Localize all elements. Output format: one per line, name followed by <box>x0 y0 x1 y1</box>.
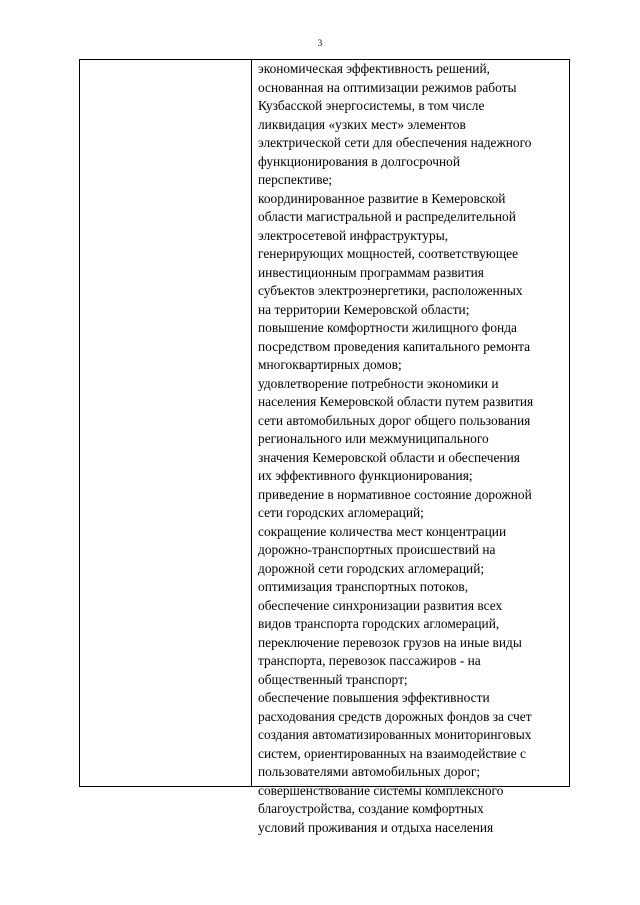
text-line: инвестиционным программам развития <box>258 264 484 280</box>
text-line: обеспечение повышения эффективности <box>258 690 490 705</box>
text-line: многоквартирных домов; <box>258 357 402 372</box>
text-line: сети автомобильных дорог общего пользования <box>258 412 531 428</box>
text-line: приведение в нормативное состояние дорожной <box>258 486 532 502</box>
text-line: основанная на оптимизации режимов работы <box>258 79 517 95</box>
text-line: видов транспорта городских агломераций, <box>258 616 500 631</box>
text-line: населения Кемеровской области путем развития <box>258 394 534 409</box>
text-line: посредством проведения капитального ремонта <box>258 338 531 354</box>
text-line: функционирования в долгосрочной <box>258 153 461 169</box>
table-left-cell <box>80 60 252 786</box>
text-line: условий проживания и отдыха населения <box>258 819 494 835</box>
text-line: экономическая эффективность решений, <box>258 61 490 76</box>
text-line: обеспечение синхронизации развития всех <box>258 597 503 613</box>
text-line: удовлетворение потребности экономики и <box>258 375 499 391</box>
text-line: создания автоматизированных мониторинговых <box>258 727 532 742</box>
text-line: значения Кемеровской области и обеспечения <box>258 449 520 465</box>
text-line: генерирующих мощностей, соответствующее <box>258 246 519 261</box>
text-line: транспорта, перевозок пассажиров - на <box>258 653 481 668</box>
text-line: Кузбасской энергосистемы, в том числе <box>258 98 485 113</box>
text-line: области магистральной и распределительной <box>258 209 516 224</box>
text-line: благоустройства, создание комфортных <box>258 801 484 816</box>
text-line: повышение комфортности жилищного фонда <box>258 320 517 335</box>
text-line: их эффективного функционирования; <box>258 468 473 483</box>
text-line: ликвидация «узких мест» элементов <box>258 116 466 132</box>
text-line: дорожной сети городских агломераций; <box>258 560 485 576</box>
content-table <box>79 59 570 835</box>
table-right-cell <box>252 60 569 835</box>
text-line: координированное развитие в Кемеровской <box>258 190 506 206</box>
text-line: переключение перевозок грузов на иные виды <box>258 634 522 650</box>
text-line: систем, ориентированных на взаимодействие с <box>258 745 526 761</box>
text-line: сети городских агломераций; <box>258 505 424 520</box>
text-line: пользователями автомобильных дорог; <box>258 764 481 779</box>
text-line: совершенствование системы комплексного <box>258 782 504 798</box>
text-line: на территории Кемеровской области; <box>258 301 470 317</box>
text-line: электрической сети для обеспечения надежного <box>258 135 532 150</box>
text-line: общественный транспорт; <box>258 671 408 687</box>
text-line: субъектов электроэнергетики, расположенных <box>258 283 523 298</box>
text-line: оптимизация транспортных потоков, <box>258 579 469 594</box>
text-line: сокращение количества мест концентрации <box>258 523 507 539</box>
page-number: 3 <box>317 38 323 48</box>
text-line: расходования средств дорожных фондов за счет <box>258 708 532 724</box>
text-line: электросетевой инфраструктуры, <box>258 227 449 243</box>
text-line: регионального или межмуниципального <box>258 431 489 446</box>
text-line: перспективе; <box>258 172 333 187</box>
text-line: дорожно-транспортных происшествий на <box>258 542 496 557</box>
